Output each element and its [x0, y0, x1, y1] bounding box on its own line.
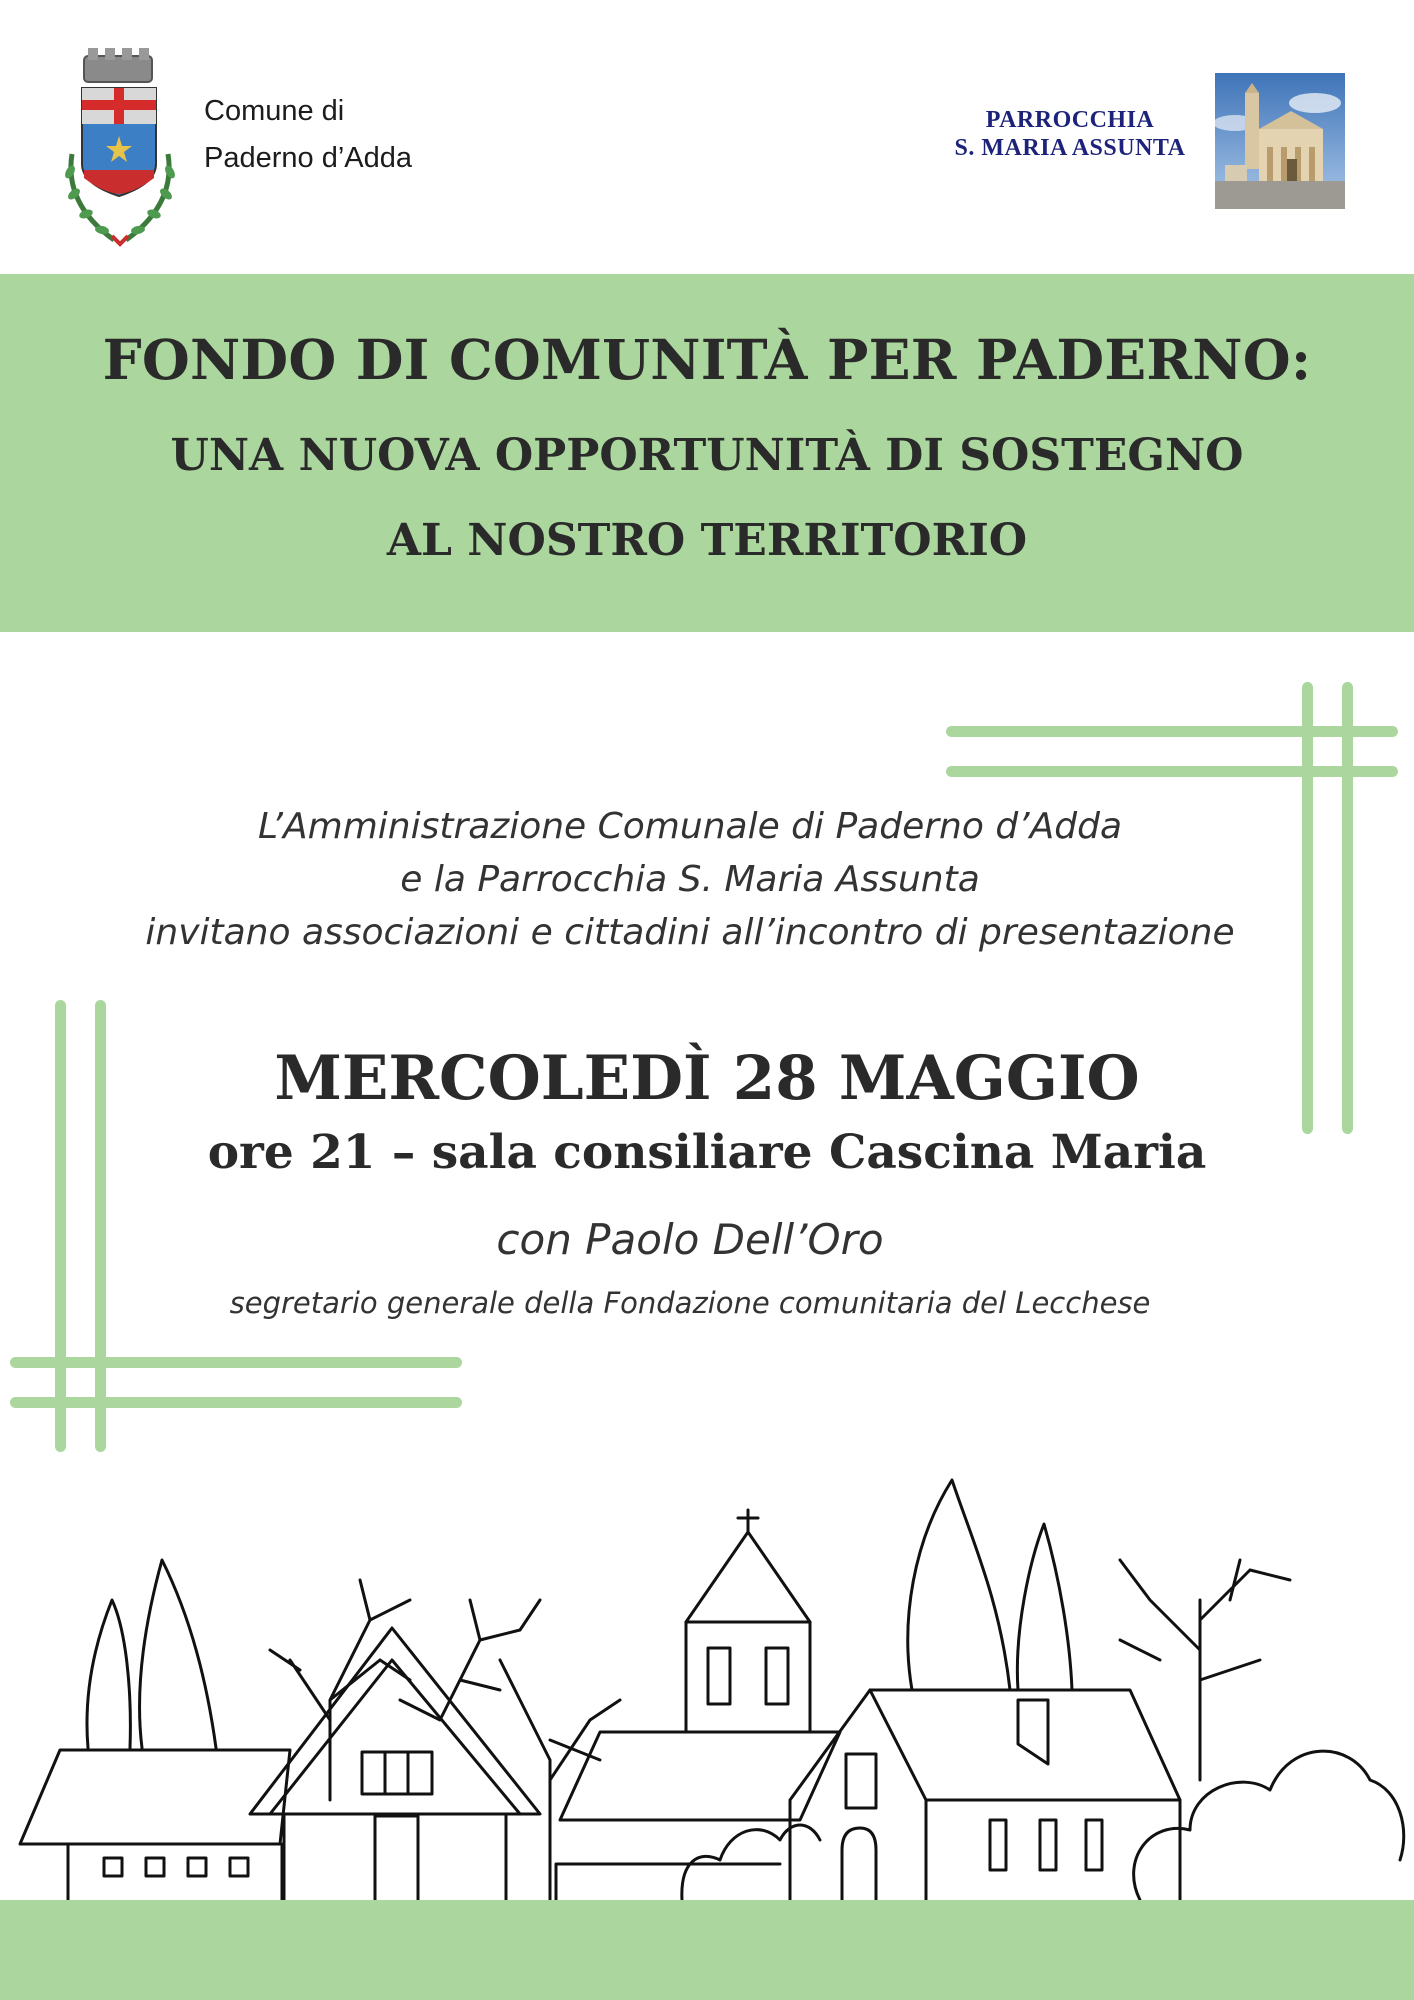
title-line-2: UNA NUOVA OPPORTUNITÀ DI SOSTEGNO: [170, 430, 1244, 481]
comune-name-line1: Comune di: [204, 95, 345, 127]
village-illustration: [0, 1460, 1414, 1900]
speaker-name: con Paolo Dell’Oro: [496, 1215, 884, 1264]
event-time-place: ore 21 – sala consiliare Cascina Maria: [207, 1125, 1207, 1180]
speaker-role: segretario generale della Fondazione comunitaria del Lecchese: [229, 1286, 1151, 1320]
intro-line-1: L’Amministrazione Comunale di Paderno d’Adda: [257, 806, 1123, 847]
event-date: MERCOLEDÌ 28 MAGGIO: [274, 1043, 1140, 1114]
parish-name-line2: S. MARIA ASSUNTA: [954, 135, 1186, 161]
comune-name-line2: Paderno d’Adda: [204, 142, 412, 174]
parish-church-photo: [1215, 73, 1345, 209]
parish-name-line1: PARROCCHIA: [985, 107, 1155, 133]
intro-line-3: invitano associazioni e cittadini all’incontro di presentazione: [145, 912, 1235, 953]
decor-frame-bottom-left-h2: [10, 1397, 462, 1408]
decor-frame-bottom-left-h1: [10, 1357, 462, 1368]
decor-frame-top-right-h1: [946, 726, 1398, 737]
parish-name: [940, 106, 1200, 162]
footer-band: [0, 1900, 1414, 2000]
title-line-1: FONDO DI COMUNITÀ PER PADERNO:: [102, 327, 1312, 392]
intro-line-2: e la Parrocchia S. Maria Assunta: [400, 859, 980, 900]
title-line-3: AL NOSTRO TERRITORIO: [386, 515, 1028, 566]
comune-crest-logo: [50, 44, 190, 252]
decor-frame-top-right-h2: [946, 766, 1398, 777]
comune-name: [204, 88, 412, 182]
